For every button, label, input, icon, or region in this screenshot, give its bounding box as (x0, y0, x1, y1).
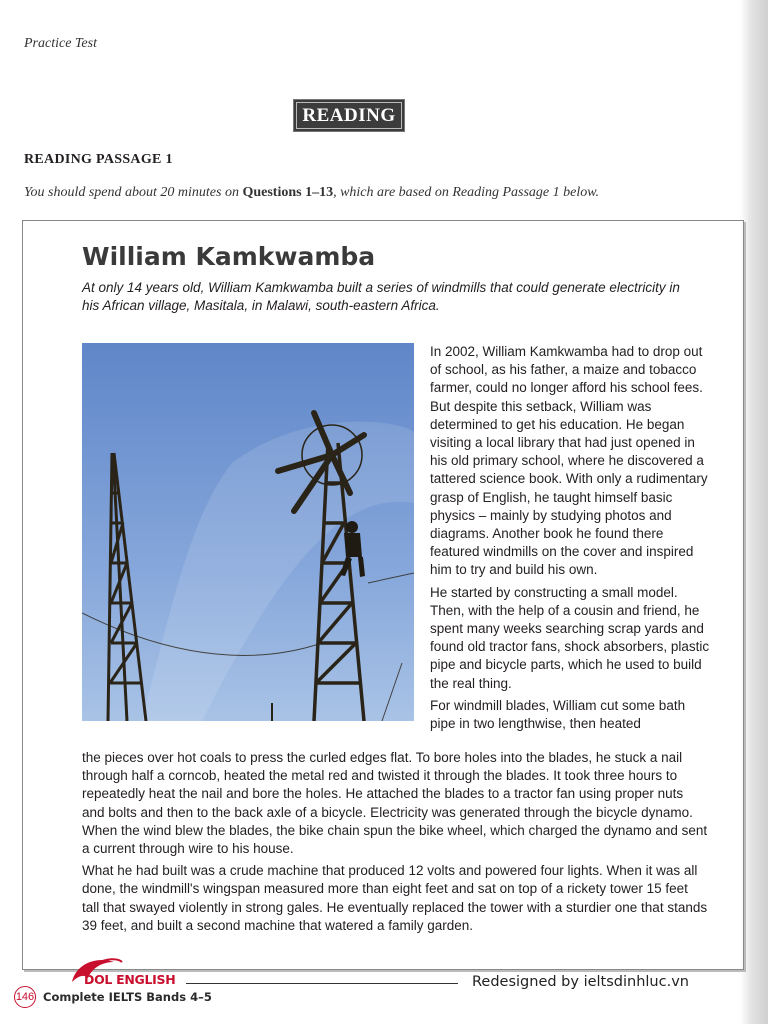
instructions-questions: Questions 1–13 (242, 185, 334, 200)
instructions (24, 185, 599, 201)
article-column-text (430, 343, 712, 737)
page-edge-shadow (740, 0, 768, 1024)
article-paragraph: For windmill blades, William cut some bath pipe in two lengthwise, then heated (430, 697, 686, 732)
passage-label: READING PASSAGE 1 (24, 152, 173, 167)
article-paragraph: He started by constructing a small model. Then, with the help of a cousin and friend, he spent many weeks searching scrap yards and found old tractor fans, shock absorbers, plastic pipe and bicycle parts, which he used to build the real thing. (430, 584, 710, 691)
windmill-photo (82, 343, 414, 721)
article-subtitle: At only 14 years old, William Kamkwamba built a series of windmills that could generate electricity in his African village, Masitala, in Malawi, south-eastern Africa. (82, 280, 680, 313)
article-paragraph: the pieces over hot coals to press the curled edges flat. To bore holes into the blades, he stuck a nail through half a corncob, heated the metal red and twisted it through the blades. It took three hours to repeatedly heat the nail and bore the holes. He attached the blades to a tractor fan using proper nuts and bolts and then to the back axle of a bicycle. Electricity was generated through the bicycle dynamo. When the wind blew the blades, the bike chain spun the bike wheel, which charged the dynamo and sent a current through wire to his house. (82, 750, 708, 857)
running-head: Practice Test (24, 36, 97, 51)
footer-rule (186, 983, 458, 984)
section-badge: READING (293, 99, 405, 132)
instructions-post: , which are based on Reading Passage 1 below. (333, 185, 600, 200)
instructions-pre: You should spend about 20 minutes on (24, 185, 243, 200)
article-full-text (82, 749, 708, 939)
windmill-photo-icon (82, 343, 414, 721)
article-paragraph: In 2002, William Kamkwamba had to drop out of school, as his father, a maize and tobacco farmer, could no longer afford his school fees. But despite this setback, William was determined to get his education. He began visiting a local library that had just opened in his old primary school, where he discovered a tattered science book. With only a rudimentary grasp of English, he taught himself basic physics – mainly by studying photos and diagrams. Another book he found there featured windmills on the cover and inspired him to try and build his own. (430, 344, 708, 578)
book-title: Complete IELTS Bands 4–5 (43, 990, 212, 1004)
article-title: William Kamkwamba (82, 242, 376, 271)
credit-text: Redesigned by ieltsdinhluc.vn (472, 974, 689, 990)
brand-name: DOL ENGLISH (84, 972, 176, 987)
page-number: 146 (14, 986, 36, 1008)
article-paragraph: What he had built was a crude machine that produced 12 volts and powered four lights. When it was all done, the windmill's wingspan measured more than eight feet and sat on top of a rickety tower 15 feet tall that swayed violently in strong gales. He eventually replaced the tower with a sturdier one that stands 39 feet, and built a second machine that watered a family garden. (82, 863, 708, 933)
